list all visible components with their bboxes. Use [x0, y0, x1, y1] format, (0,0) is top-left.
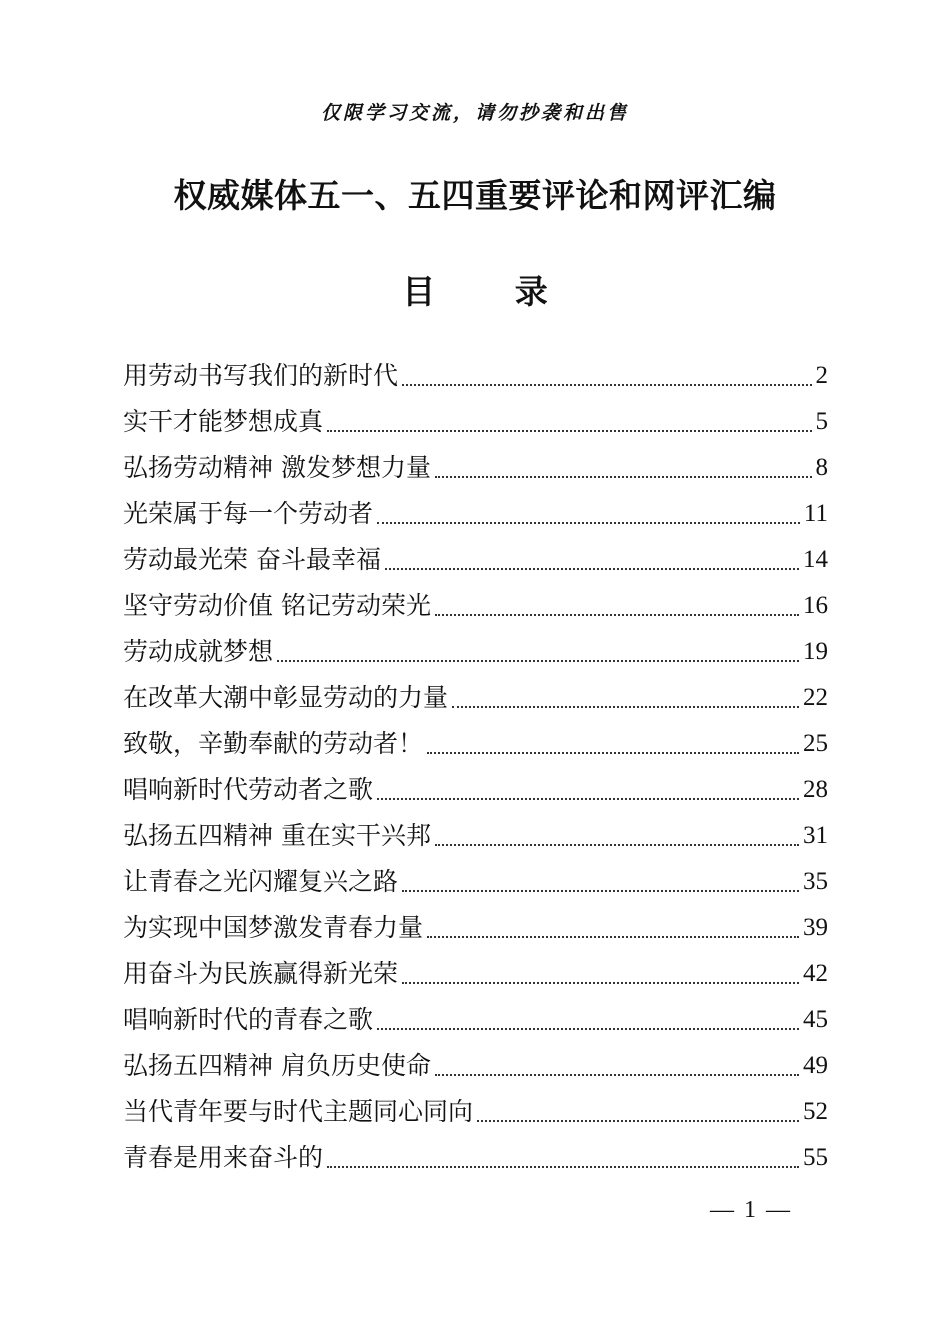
toc-entry[interactable] [123, 537, 828, 583]
dot-leader [435, 1074, 799, 1076]
toc-entry[interactable] [123, 1135, 828, 1181]
toc-entry-page: 45 [803, 1006, 828, 1033]
dot-leader [435, 844, 799, 846]
dot-leader [277, 660, 799, 662]
toc-entry-title: 在改革大潮中彰显劳动的力量 [123, 683, 449, 712]
toc-entry[interactable] [123, 767, 828, 813]
toc-entry[interactable] [123, 353, 828, 399]
toc-entry-title: 为实现中国梦激发青春力量 [123, 913, 424, 942]
watermark-notice: 仅限学习交流，请勿抄袭和出售 [320, 102, 629, 124]
toc-entry[interactable] [123, 445, 828, 491]
toc-entry-page: 55 [803, 1144, 828, 1171]
toc-entry-page: 52 [803, 1098, 828, 1125]
toc-entry[interactable] [123, 997, 828, 1043]
toc-entry-title: 劳动成就梦想 [123, 637, 274, 666]
toc-entry-title: 唱响新时代的青春之歌 [123, 1005, 374, 1034]
dot-leader [402, 384, 811, 386]
toc-entry-title: 致敬，辛勤奉献的劳动者！ [123, 729, 424, 758]
dot-leader [377, 798, 799, 800]
dot-leader [327, 430, 811, 432]
dot-leader [452, 706, 799, 708]
toc-entry-title: 青春是用来奋斗的 [123, 1143, 324, 1172]
toc-entry-title: 坚守劳动价值 铭记劳动荣光 [123, 591, 431, 620]
toc-entry-page: 28 [803, 776, 828, 803]
toc-entry-page: 8 [815, 454, 828, 481]
toc-entry-page: 11 [803, 500, 828, 527]
toc-entry[interactable] [123, 813, 828, 859]
toc-entry-page: 39 [803, 914, 828, 941]
toc-entry[interactable] [123, 951, 828, 997]
dot-leader [427, 936, 799, 938]
dot-leader [477, 1120, 799, 1122]
toc-entry[interactable] [123, 399, 828, 445]
toc-entry-page: 22 [803, 684, 828, 711]
toc-entry[interactable] [123, 675, 828, 721]
dot-leader [435, 614, 799, 616]
toc-entry-title: 光荣属于每一个劳动者 [123, 499, 374, 528]
toc-entry[interactable] [123, 721, 828, 767]
toc-entry-title: 弘扬劳动精神 激发梦想力量 [123, 453, 431, 482]
toc-entry-page: 16 [803, 592, 828, 619]
toc-entry-page: 35 [803, 868, 828, 895]
toc-entry-title: 当代青年要与时代主题同心同向 [123, 1097, 474, 1126]
toc-entry-title: 劳动最光荣 奋斗最幸福 [123, 545, 381, 574]
toc-entry-page: 31 [803, 822, 828, 849]
toc-entry[interactable] [123, 629, 828, 675]
document-title: 权威媒体五一、五四重要评论和网评汇编 [173, 176, 777, 215]
toc-entry-page: 2 [815, 362, 828, 389]
toc-entry-title: 实干才能梦想成真 [123, 407, 324, 436]
toc-entry-title: 用劳动书写我们的新时代 [123, 361, 399, 390]
toc-entry[interactable] [123, 583, 828, 629]
page-number: — 1 — [710, 1197, 792, 1223]
table-of-contents [123, 353, 828, 1181]
toc-entry-page: 25 [803, 730, 828, 757]
toc-entry-page: 14 [803, 546, 828, 573]
dot-leader [435, 476, 812, 478]
toc-entry-page: 42 [803, 960, 828, 987]
toc-entry-title: 弘扬五四精神 重在实干兴邦 [123, 821, 431, 850]
toc-entry-page: 19 [803, 638, 828, 665]
dot-leader [385, 568, 799, 570]
toc-entry-title: 唱响新时代劳动者之歌 [123, 775, 374, 804]
toc-entry[interactable] [123, 1043, 828, 1089]
dot-leader [327, 1166, 799, 1168]
toc-entry-title: 让青春之光闪耀复兴之路 [123, 867, 399, 896]
toc-entry-title: 弘扬五四精神 肩负历史使命 [123, 1051, 431, 1080]
toc-entry[interactable] [123, 905, 828, 951]
dot-leader [377, 1028, 799, 1030]
toc-entry[interactable] [123, 859, 828, 905]
toc-entry-page: 5 [815, 408, 828, 435]
toc-heading: 目 录 [402, 272, 582, 311]
dot-leader [402, 982, 799, 984]
toc-entry[interactable] [123, 1089, 828, 1135]
toc-entry-page: 49 [803, 1052, 828, 1079]
toc-entry[interactable] [123, 491, 828, 537]
dot-leader [402, 890, 799, 892]
dot-leader [427, 752, 799, 754]
dot-leader [377, 522, 800, 524]
toc-entry-title: 用奋斗为民族赢得新光荣 [123, 959, 399, 988]
